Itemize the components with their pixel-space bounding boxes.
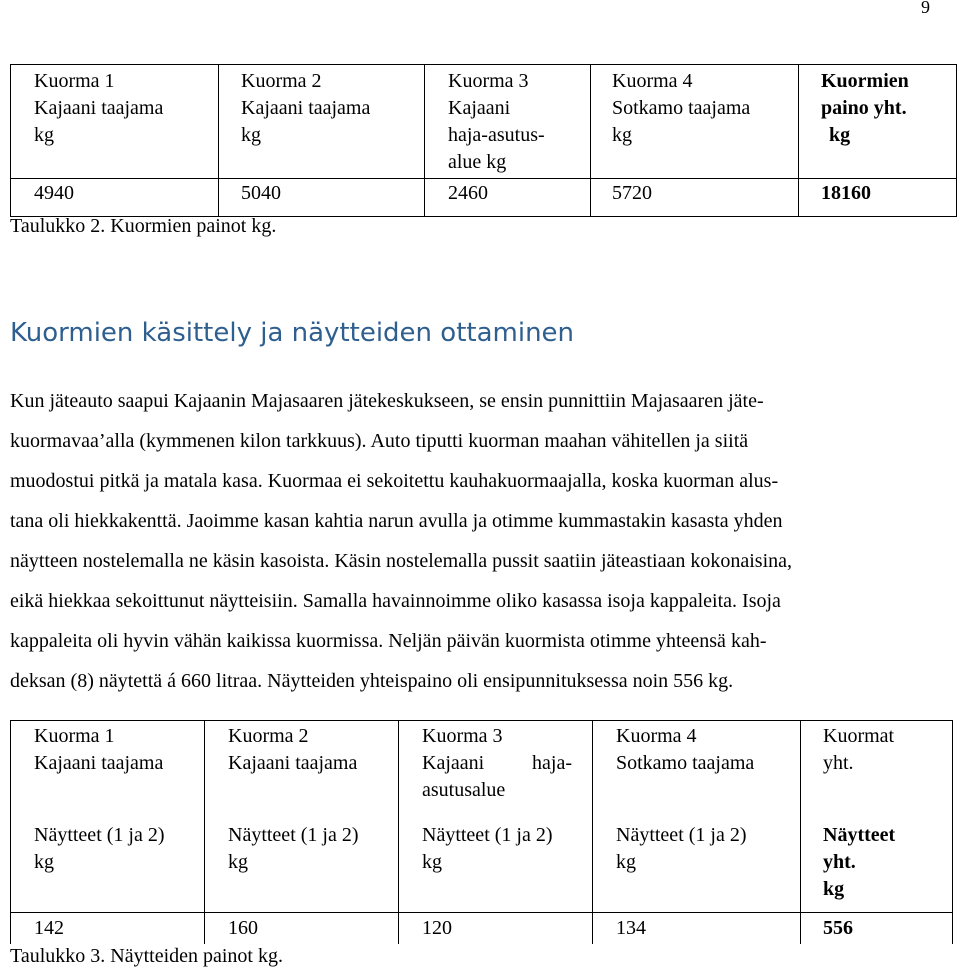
table-row	[11, 179, 957, 217]
section-heading: Kuormien käsittely ja näytteiden ottaminen	[10, 318, 575, 348]
table-caption: Taulukko 3. Näytteiden painot kg.	[10, 945, 283, 967]
table-header-row	[11, 721, 953, 913]
header-cell-load-1: Kuorma 1 Kajaani taajama kg	[11, 65, 219, 179]
header-cell-load-3: Kuorma 3 Kajaani haja-asutus- alue kg	[425, 65, 591, 179]
header-cell-load-2: Kuorma 2 Kajaani taajama Näytteet (1 ja 2) kg	[205, 721, 399, 913]
value-cell: 134	[593, 913, 801, 945]
paragraph-line: kappaleita oli hyvin vähän kaikissa kuormissa. Neljän päivän kuormista otimme yhteensä kah-	[10, 630, 767, 652]
table-caption: Taulukko 2. Kuormien painot kg.	[10, 215, 277, 237]
body-paragraph	[10, 381, 934, 701]
paragraph-line: Kun jäteauto saapui Kajaanin Majasaaren jätekeskukseen, se ensin punnittiin Majasaaren jäte-	[10, 390, 764, 412]
value-cell: 5040	[219, 179, 425, 217]
value-cell: 4940	[11, 179, 219, 217]
header-cell-load-3: Kuorma 3 Kajaani haja- asutusalue Näytteet (1 ja 2) kg	[399, 721, 593, 913]
header-cell-load-2: Kuorma 2 Kajaani taajama kg	[219, 65, 425, 179]
value-cell: 142	[11, 913, 205, 945]
paragraph-line: näytteen nostelemalla ne käsin kasoista. Käsin nostelemalla pussit saatiin jäteastiaan kokonaisina,	[10, 550, 793, 572]
header-cell-total: Kuormat yht. Näytteet yht. kg	[801, 721, 953, 913]
header-cell-load-4: Kuorma 4 Sotkamo taajama Näytteet (1 ja 2) kg	[593, 721, 801, 913]
paragraph-line: kuormavaa’alla (kymmenen kilon tarkkuus). Auto tiputti kuorman maahan vähitellen ja siitä	[10, 430, 749, 452]
paragraph-line: deksan (8) näytettä á 660 litraa. Näytteiden yhteispaino oli ensipunnituksessa noin 556 kg.	[10, 670, 734, 692]
value-cell: 160	[205, 913, 399, 945]
sample-weights-table	[10, 720, 953, 944]
header-cell-load-1: Kuorma 1 Kajaani taajama Näytteet (1 ja 2) kg	[11, 721, 205, 913]
paragraph-line: eikä hiekkaa sekoittunut näytteisiin. Samalla havainnoimme oliko kasassa isoja kappaleita. Isoja	[10, 590, 781, 612]
load-weights-table	[10, 64, 957, 217]
header-cell-load-4: Kuorma 4 Sotkamo taajama kg	[591, 65, 799, 179]
header-cell-total: Kuormien paino yht. kg	[799, 65, 957, 179]
value-cell-total: 556	[801, 913, 953, 945]
table-header-row	[11, 65, 957, 179]
value-cell-total: 18160	[799, 179, 957, 217]
page-number: 9	[921, 0, 930, 17]
table-row	[11, 913, 953, 945]
paragraph-line: muodostui pitkä ja matala kasa. Kuormaa ei sekoitettu kauhakuormaajalla, koska kuorman alus-	[10, 470, 779, 492]
value-cell: 2460	[425, 179, 591, 217]
value-cell: 120	[399, 913, 593, 945]
paragraph-line: tana oli hiekkakenttä. Jaoimme kasan kahtia narun avulla ja otimme kummastakin kasasta yhden	[10, 510, 783, 532]
value-cell: 5720	[591, 179, 799, 217]
